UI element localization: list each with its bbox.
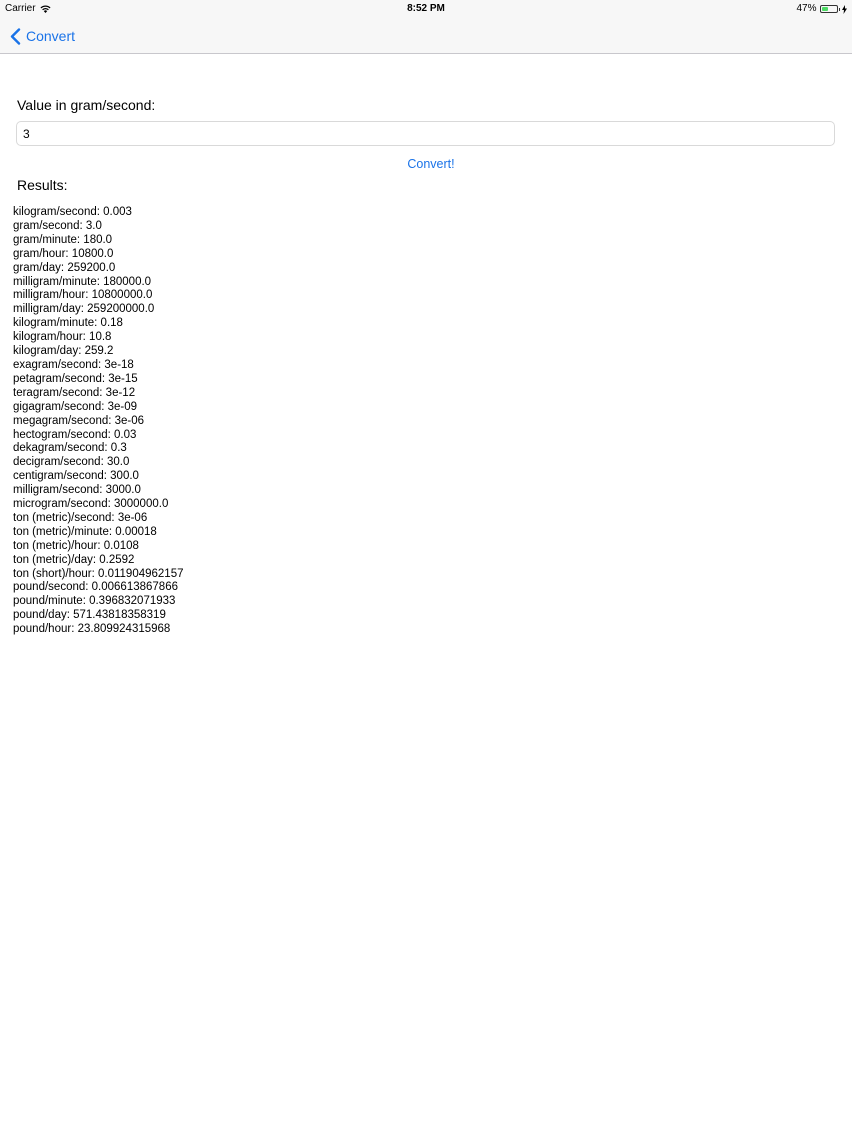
result-item: dekagram/second: 0.3 (13, 442, 127, 455)
result-item: milligram/minute: 180000.0 (13, 275, 152, 288)
back-button[interactable] (10, 25, 75, 47)
result-item: ton (short)/hour: 0.011904962157 (13, 567, 184, 580)
result-item: kilogram/minute: 0.18 (13, 317, 123, 330)
result-item: petagram/second: 3e-15 (13, 372, 138, 385)
result-item: pound/hour: 23.809924315968 (13, 623, 171, 636)
battery-nub (839, 8, 841, 11)
result-item: gigagram/second: 3e-09 (13, 400, 138, 413)
battery-icon (820, 5, 838, 13)
result-item: milligram/second: 3000.0 (13, 484, 141, 497)
result-item: gram/minute: 180.0 (13, 233, 113, 246)
result-item: kilogram/second: 0.003 (13, 206, 132, 218)
result-item: teragram/second: 3e-12 (13, 386, 136, 399)
result-item: hectogram/second: 0.03 (13, 428, 137, 441)
results-label: Results: (17, 177, 68, 193)
result-item: centigram/second: 300.0 (13, 470, 139, 483)
result-item: kilogram/hour: 10.8 (13, 331, 112, 344)
result-item: ton (metric)/day: 0.2592 (13, 553, 135, 566)
result-item: decigram/second: 30.0 (13, 456, 130, 469)
convert-button[interactable]: Convert! (407, 157, 455, 171)
result-item: milligram/hour: 10800000.0 (13, 289, 153, 302)
status-right (796, 0, 847, 18)
result-item: pound/day: 571.43818358319 (13, 609, 166, 622)
status-time: 8:52 PM (407, 3, 445, 14)
result-item: pound/second: 0.006613867866 (13, 581, 178, 594)
charging-bolt-icon (842, 5, 847, 14)
carrier-label: Carrier (5, 3, 36, 14)
result-item: gram/hour: 10800.0 (13, 247, 114, 260)
result-item: ton (metric)/minute: 0.00018 (13, 525, 157, 538)
battery-percent: 47% (796, 3, 817, 14)
value-label: Value in gram/second: (17, 97, 156, 113)
chevron-left-icon (10, 28, 21, 45)
result-item: gram/second: 3.0 (13, 219, 102, 232)
result-item: exagram/second: 3e-18 (13, 358, 134, 371)
results-list (13, 206, 184, 637)
back-button-label: Convert (26, 28, 76, 44)
result-item: pound/minute: 0.396832071933 (13, 595, 176, 608)
result-item: megagram/second: 3e-06 (13, 414, 145, 427)
status-bar (0, 0, 852, 18)
value-input[interactable] (16, 121, 835, 146)
result-item: kilogram/day: 259.2 (13, 345, 114, 358)
result-item: gram/day: 259200.0 (13, 261, 116, 274)
battery-fill (822, 7, 829, 11)
result-item: microgram/second: 3000000.0 (13, 498, 169, 511)
result-item: ton (metric)/hour: 0.0108 (13, 539, 139, 552)
navigation-bar (0, 18, 852, 54)
result-item: milligram/day: 259200000.0 (13, 303, 155, 316)
result-item: ton (metric)/second: 3e-06 (13, 511, 148, 524)
